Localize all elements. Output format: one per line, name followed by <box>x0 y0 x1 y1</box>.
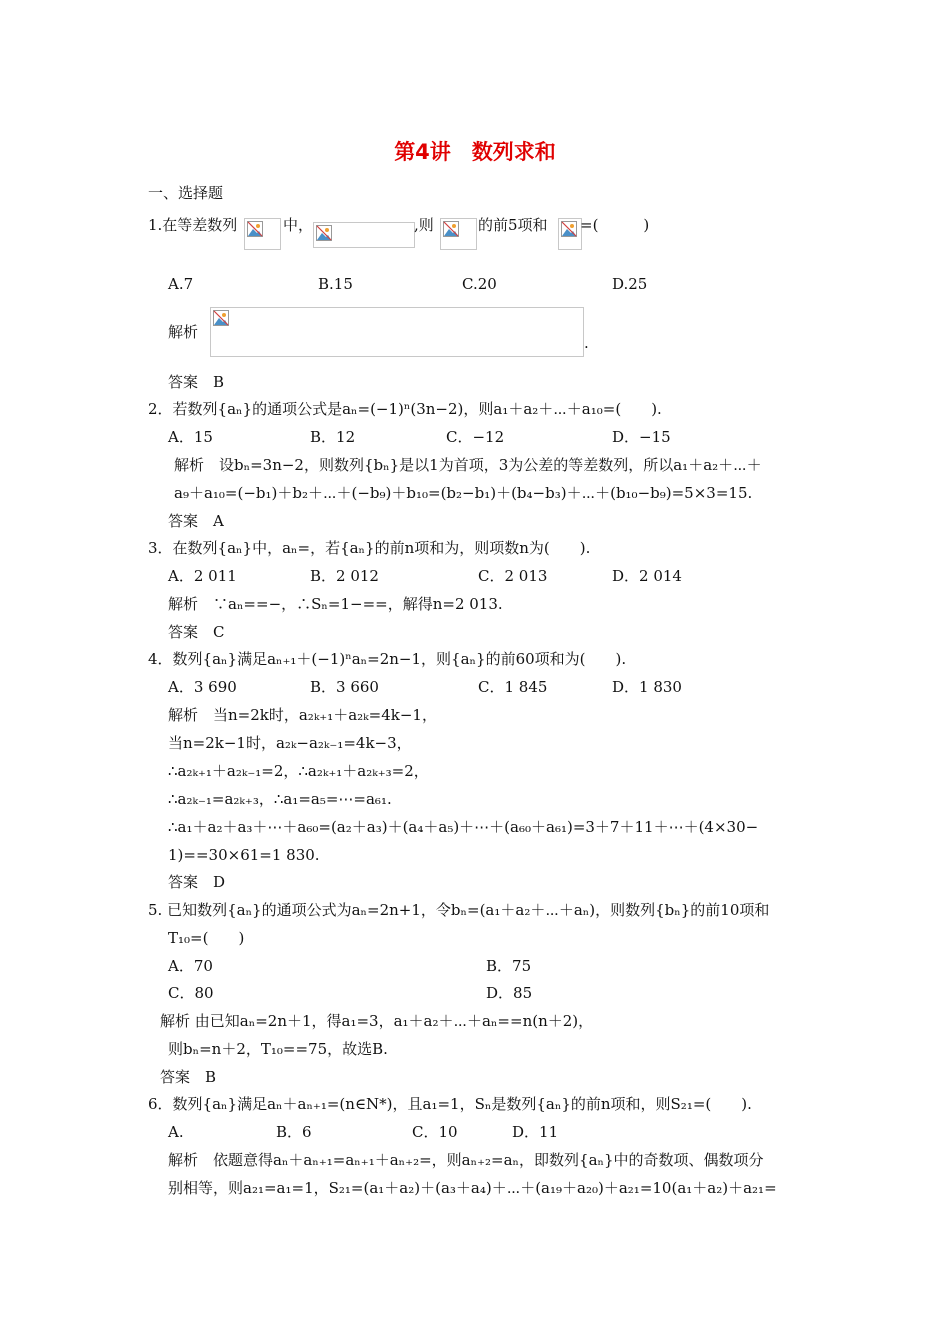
q5-question-line-1: 5. 已知数列{aₙ}的通项公式为aₙ=2n+1，令bₙ=(a₁＋a₂＋⋯＋aₙ)，则数列{bₙ}的前10项和 <box>148 901 770 919</box>
q1-text-3: ,则 <box>414 216 434 234</box>
q4-solution-line-1: 解析 当n=2k时，a₂ₖ₊₁＋a₂ₖ=4k−1， <box>168 706 437 724</box>
section-heading: 一、选择题 <box>148 184 224 202</box>
q4-solution-line-2: 当n=2k−1时，a₂ₖ−a₂ₖ₋₁=4k−3， <box>168 734 412 752</box>
q1-option-b: B.15 <box>318 275 353 293</box>
q4-solution-line-4: ∴a₂ₖ₋₁=a₂ₖ₊₃，∴a₁=a₅=⋯=a₆₁. <box>168 790 392 808</box>
q5-question-line-2: T₁₀=( ) <box>168 929 245 947</box>
q3-option-c: C．2 013 <box>478 567 548 585</box>
q1-jiexi-end: . <box>584 334 589 352</box>
q5-solution-line-2: 则bₙ=n＋2，T₁₀==75，故选B. <box>168 1040 388 1058</box>
q6-solution-line-2: 别相等，则a₂₁=a₁=1，S₂₁=(a₁＋a₂)＋(a₃＋a₄)＋⋯＋(a₁₉＋a₂₀)＋a₂₁=10(a₁＋a₂)＋a₂₁= <box>168 1179 777 1197</box>
q1-jiexi-label: 解析 <box>168 323 199 341</box>
q2-option-b: B．12 <box>310 428 356 446</box>
q3-question: 3．在数列{aₙ}中，aₙ=，若{aₙ}的前n项和为，则项数n为( ). <box>148 539 591 557</box>
q4-question: 4．数列{aₙ}满足aₙ₊₁＋(−1)ⁿaₙ=2n−1，则{aₙ}的前60项和为( ). <box>148 650 627 668</box>
q1-text-5: =( ) <box>580 216 650 234</box>
q6-solution-line-1: 解析 依题意得aₙ＋aₙ₊₁=aₙ₊₁＋aₙ₊₂=，则aₙ₊₂=aₙ，即数列{aₙ}中的奇数项、偶数项分 <box>168 1151 764 1169</box>
broken-image-icon <box>561 221 577 237</box>
q6-question: 6．数列{aₙ}满足aₙ＋aₙ₊₁=(n∈N*)，且a₁=1，Sₙ是数列{aₙ}的前n项和，则S₂₁=( ). <box>148 1095 752 1113</box>
page-title: 第4讲 数列求和 <box>394 140 556 164</box>
q3-solution: 解析 ∵aₙ==−，∴Sₙ=1−==，解得n=2 013. <box>168 595 503 613</box>
broken-image-icon <box>443 221 459 237</box>
q1-text-4: 的前5项和 <box>478 216 548 234</box>
q1-option-a: A.7 <box>168 275 194 293</box>
formula-image <box>210 307 584 357</box>
q5-option-b: B．75 <box>486 957 532 975</box>
q5-answer: 答案 B <box>160 1068 217 1086</box>
q1-answer: 答案 B <box>168 373 225 391</box>
q2-option-c: C．−12 <box>446 428 505 446</box>
q3-option-b: B．2 012 <box>310 567 379 585</box>
q1-text-2: 中， <box>283 216 314 234</box>
q6-option-b: B．6 <box>276 1123 312 1141</box>
formula-image <box>558 218 582 250</box>
q2-option-a: A．15 <box>168 428 213 446</box>
q4-option-a: A．3 690 <box>168 678 237 696</box>
q6-option-d: D．11 <box>512 1123 559 1141</box>
q5-solution-line-1: 解析 由已知aₙ=2n＋1，得a₁=3，a₁＋a₂＋⋯＋aₙ==n(n＋2)， <box>160 1012 594 1030</box>
q1-text-1: 1.在等差数列 <box>148 216 238 234</box>
q5-option-d: D．85 <box>486 984 533 1002</box>
q6-option-a: A. <box>168 1123 184 1141</box>
q1-option-d: D.25 <box>612 275 648 293</box>
formula-image <box>313 222 415 248</box>
q2-solution-line-2: a₉＋a₁₀=(−b₁)＋b₂＋⋯＋(−b₉)＋b₁₀=(b₂−b₁)＋(b₄−b₃)＋⋯＋(b₁₀−b₉)=5×3=15. <box>174 484 753 502</box>
q3-option-d: D．2 014 <box>612 567 682 585</box>
q3-answer: 答案 C <box>168 623 225 641</box>
q1-option-c: C.20 <box>462 275 497 293</box>
q2-answer: 答案 A <box>168 512 224 530</box>
q5-option-a: A．70 <box>168 957 213 975</box>
formula-image <box>244 218 281 250</box>
broken-image-icon <box>316 225 332 241</box>
broken-image-icon <box>213 310 229 326</box>
q4-solution-line-5: ∴a₁＋a₂＋a₃＋⋯＋a₆₀=(a₂＋a₃)＋(a₄＋a₅)＋⋯＋(a₆₀＋a₆₁)=3＋7＋11＋⋯＋(4×30− <box>168 818 759 836</box>
q4-option-d: D．1 830 <box>612 678 682 696</box>
q3-option-a: A．2 011 <box>168 567 237 585</box>
q4-option-b: B．3 660 <box>310 678 379 696</box>
q4-answer: 答案 D <box>168 873 226 891</box>
q2-option-d: D．−15 <box>612 428 671 446</box>
q2-question: 2．若数列{aₙ}的通项公式是aₙ=(−1)ⁿ(3n−2)，则a₁＋a₂＋⋯＋a₁₀=( ). <box>148 400 662 418</box>
q4-solution-line-6: 1)==30×61=1 830. <box>168 846 320 864</box>
q4-solution-line-3: ∴a₂ₖ₊₁＋a₂ₖ₋₁=2，∴a₂ₖ₊₁＋a₂ₖ₊₃=2， <box>168 762 429 780</box>
q5-option-c: C．80 <box>168 984 214 1002</box>
broken-image-icon <box>247 221 263 237</box>
q4-option-c: C．1 845 <box>478 678 548 696</box>
formula-image <box>440 218 477 250</box>
q6-option-c: C．10 <box>412 1123 458 1141</box>
q2-solution-line-1: 解析 设bₙ=3n−2，则数列{bₙ}是以1为首项，3为公差的等差数列，所以a₁＋a₂＋⋯＋ <box>174 456 762 474</box>
